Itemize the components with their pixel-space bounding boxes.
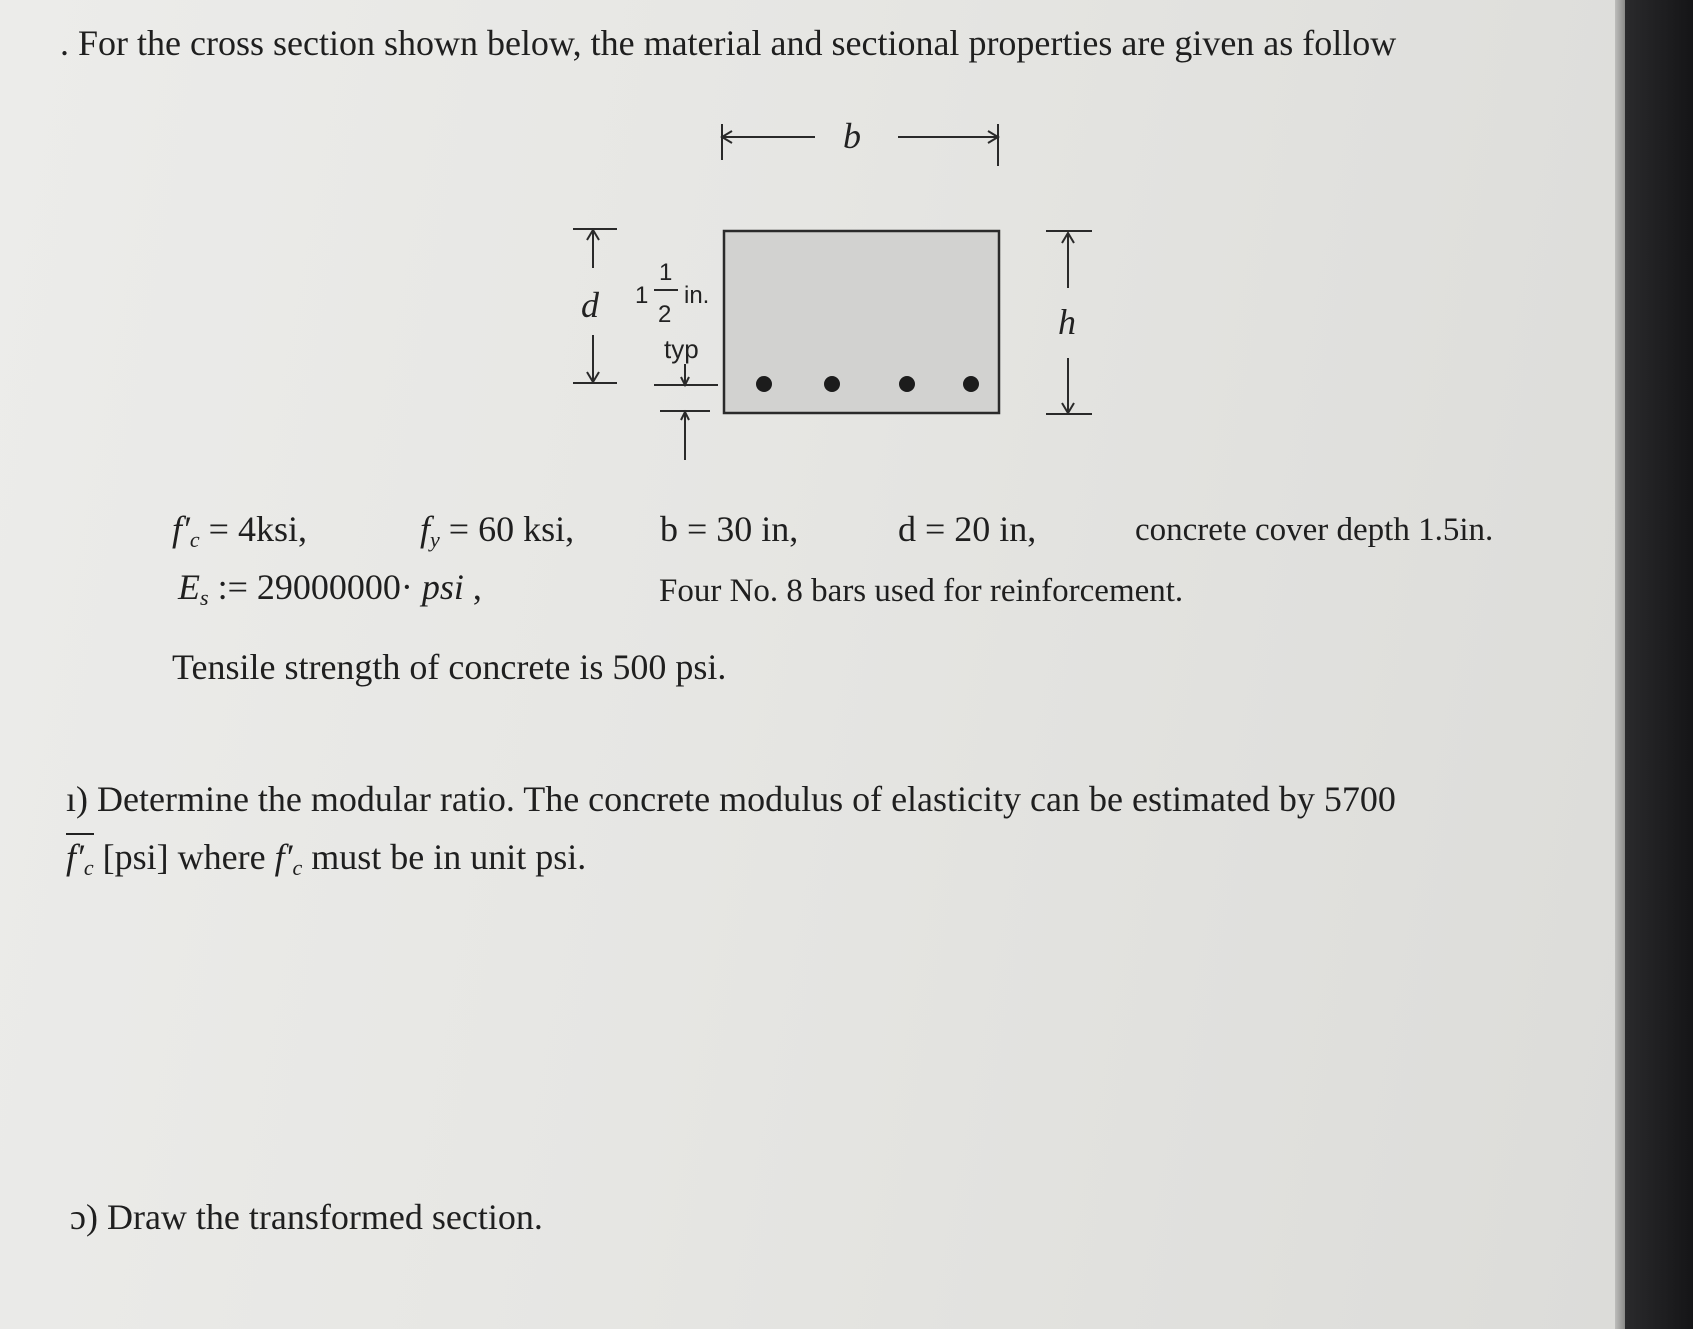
q1-psi-text: [psi] where xyxy=(102,837,266,877)
fc-value: = 4ksi, xyxy=(208,509,307,549)
tensile-strength: Tensile strength of concrete is 500 psi. xyxy=(172,647,727,687)
fy-property: $f_y = 60$ ksi, xyxy=(420,509,575,552)
sqrt-fc: $f'_c$ xyxy=(66,833,94,877)
problem-intro: . For the cross section shown below, the material and sectional properties are given as follow xyxy=(60,23,1397,63)
rebar-2 xyxy=(824,376,840,392)
b-label: b xyxy=(843,116,861,156)
es-unit: psi xyxy=(421,567,464,607)
es-property: $E_s$ := 29000000· psi , xyxy=(178,567,482,610)
cover-denominator: 2 xyxy=(658,301,672,328)
cover-whole: 1 xyxy=(635,282,649,309)
cover-typ: typ xyxy=(664,334,699,364)
fy-value: = 60 ksi, xyxy=(448,509,575,549)
rebar-1 xyxy=(756,376,772,392)
question-2 xyxy=(70,1196,543,1238)
rebar-4 xyxy=(963,376,979,392)
es-value: := 29000000· xyxy=(217,567,413,607)
q1-line1: Determine the modular ratio. The concrete modulus of elasticity can be estimated by 5700 xyxy=(97,779,1396,819)
bars-property: Four No. 8 bars used for reinforcement. xyxy=(659,573,1184,609)
q2-text: Draw the transformed section. xyxy=(106,1197,543,1237)
cover-unit: in. xyxy=(684,282,710,309)
fc-property: $f'_c = 4ksi$, xyxy=(172,509,307,552)
question-1 xyxy=(66,778,1396,820)
b-property: b = 30 in, xyxy=(660,509,799,549)
cover-property: concrete cover depth 1.5in. xyxy=(1135,512,1494,548)
h-label: h xyxy=(1058,302,1076,342)
question-1-line2: $f'_c$ [psi] where $f'_c$ must be in unit psi. xyxy=(66,836,586,881)
cover-numerator: 1 xyxy=(659,259,673,286)
rebar-3 xyxy=(899,376,915,392)
d-label: d xyxy=(581,285,599,325)
d-property: d = 20 in, xyxy=(898,509,1037,549)
q1-tail: must be in unit psi. xyxy=(311,837,587,877)
q2-marker: ɔ) xyxy=(70,1197,98,1237)
q1-marker: ı) xyxy=(66,779,88,819)
